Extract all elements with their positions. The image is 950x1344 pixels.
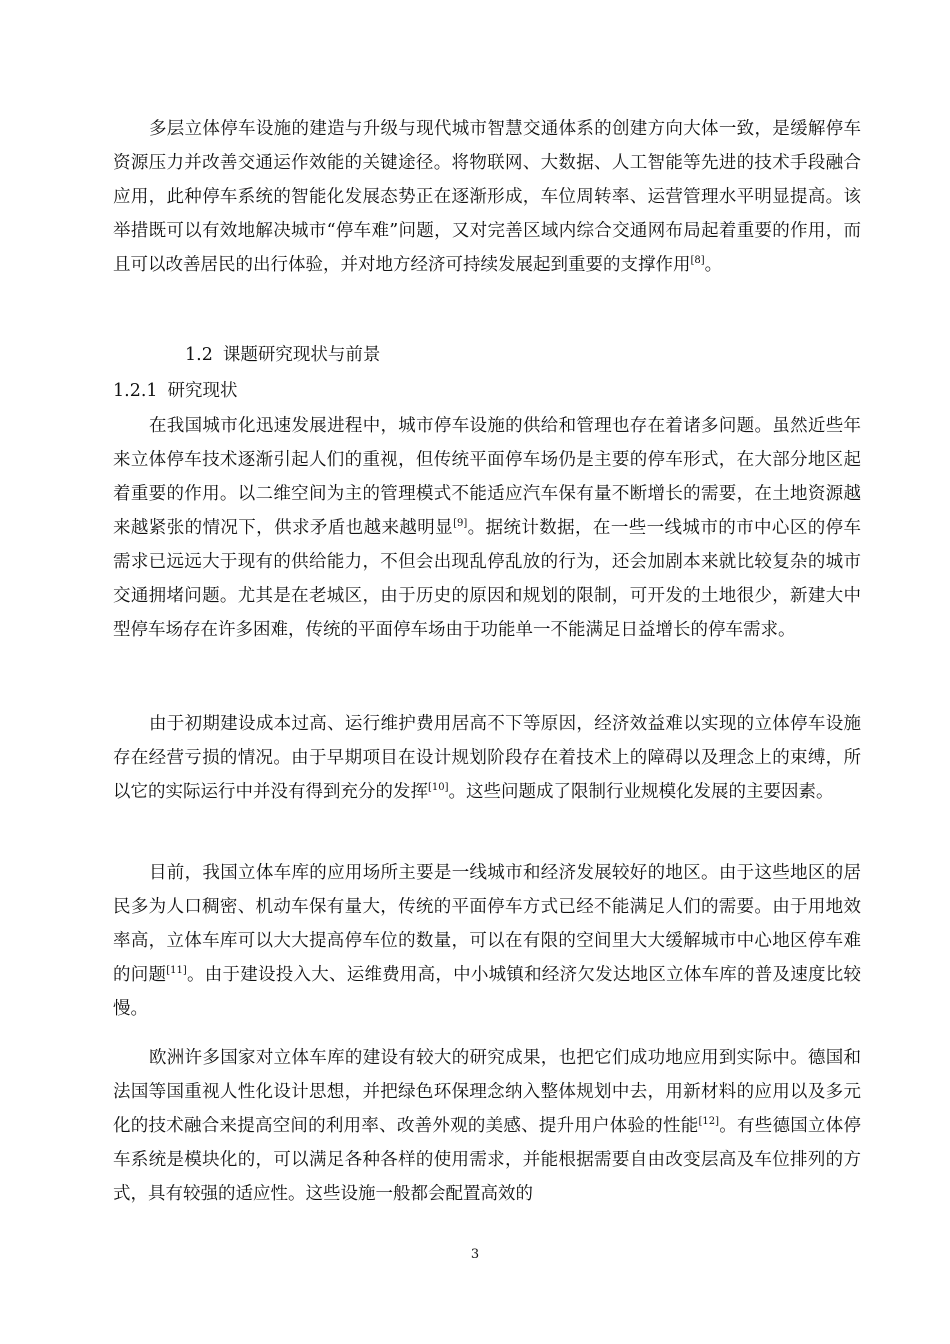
citation-ref: [8] [690, 255, 705, 267]
citation-ref: [11] [166, 965, 187, 977]
page-number: 3 [470, 1247, 480, 1262]
subsection-title: 研究现状 [167, 381, 238, 401]
paragraph-cost-issues: 由于初期建设成本过高、运行维护费用居高不下等原因，经济效益难以实现的立体停车设施存在经营亏损的情况。由于早期项目在设计规划阶段存在着技术上的障碍以及理念上的束缚，所以它的实际运行中并没有得到充分的发挥[10]。这些问题成了限制行业规模化发展的主要因素。 [113, 714, 861, 802]
paragraph-current-application: 目前，我国立体车库的应用场所主要是一线城市和经济发展较好的地区。由于这些地区的居民多为人口稠密、机动车保有量大，传统的平面停车方式已经不能满足人们的需要。由于用地效率高，立体车库可以大大提高停车位的数量，可以在有限的空间里大大缓解城市中心地区停车难的问题[11]。由于建设投入大、运维费用高，中小城镇和经济欠发达地区立体车库的普及速度比较慢。 [113, 863, 862, 1019]
citation-ref: [12] [698, 1116, 720, 1128]
paragraph-domestic-status: 在我国城市化迅速发展进程中，城市停车设施的供给和管理也存在着诸多问题。虽然近些年来立体停车技术逐渐引起人们的重视，但传统平面停车场仍是主要的停车形式，在大部分地区起着重要的作用。以二维空间为主的管理模式不能适应汽车保有量不断增长的需要，在土地资源越来越紧张的情况下，供求矛盾也越来越明显[9]。据统计数据，在一些一线城市的市中心区的停车需求已远远大于现有的供给能力，不但会出现乱停乱放的行为，还会加剧本来就比较复杂的城市交通拥堵问题。尤其是在老城区，由于历史的原因和规划的限制，可开发的土地很少，新建大中型停车场存在许多困难，传统的平面停车场由于功能单一不能满足日益增长的停车需求。 [113, 416, 862, 640]
section-number: 1.2 [185, 345, 213, 365]
section-title: 课题研究现状与前景 [222, 345, 381, 365]
subsection-heading-1-2-1 [113, 376, 238, 406]
citation-ref: [9] [453, 518, 468, 530]
citation-ref: [10] [428, 782, 449, 794]
paragraph-europe: 欧洲许多国家对立体车库的建设有较大的研究成果，也把它们成功地应用到实际中。德国和法国等国重视人性化设计思想，并把绿色环保理念纳入整体规划中去，用新材料的应用以及多元化的技术融合来提高空间的利用率、改善外观的美感、提升用户体验的性能[12]。有些德国立体停车系统是模块化的，可以满足各种各样的使用需求，并能根据需要自由改变层高及车位排列的方式，具有较强的适应性。这些设施一般都会配置高效的 [113, 1048, 862, 1204]
section-heading-1-2 [185, 340, 380, 370]
subsection-number: 1.2.1 [113, 381, 158, 401]
paragraph-intro: 多层立体停车设施的建造与升级与现代城市智慧交通体系的创建方向大体一致，是缓解停车资源压力并改善交通运作效能的关键途径。将物联网、大数据、人工智能等先进的技术手段融合应用，此种停车系统的智能化发展态势正在逐渐形成，车位周转率、运营管理水平明显提高。该举措既可以有效地解决城市“停车难”问题，又对完善区域内综合交通网布局起着重要的作用，而且可以改善居民的出行体验，并对地方经济可持续发展起到重要的支撑作用[8]。 [113, 119, 861, 275]
